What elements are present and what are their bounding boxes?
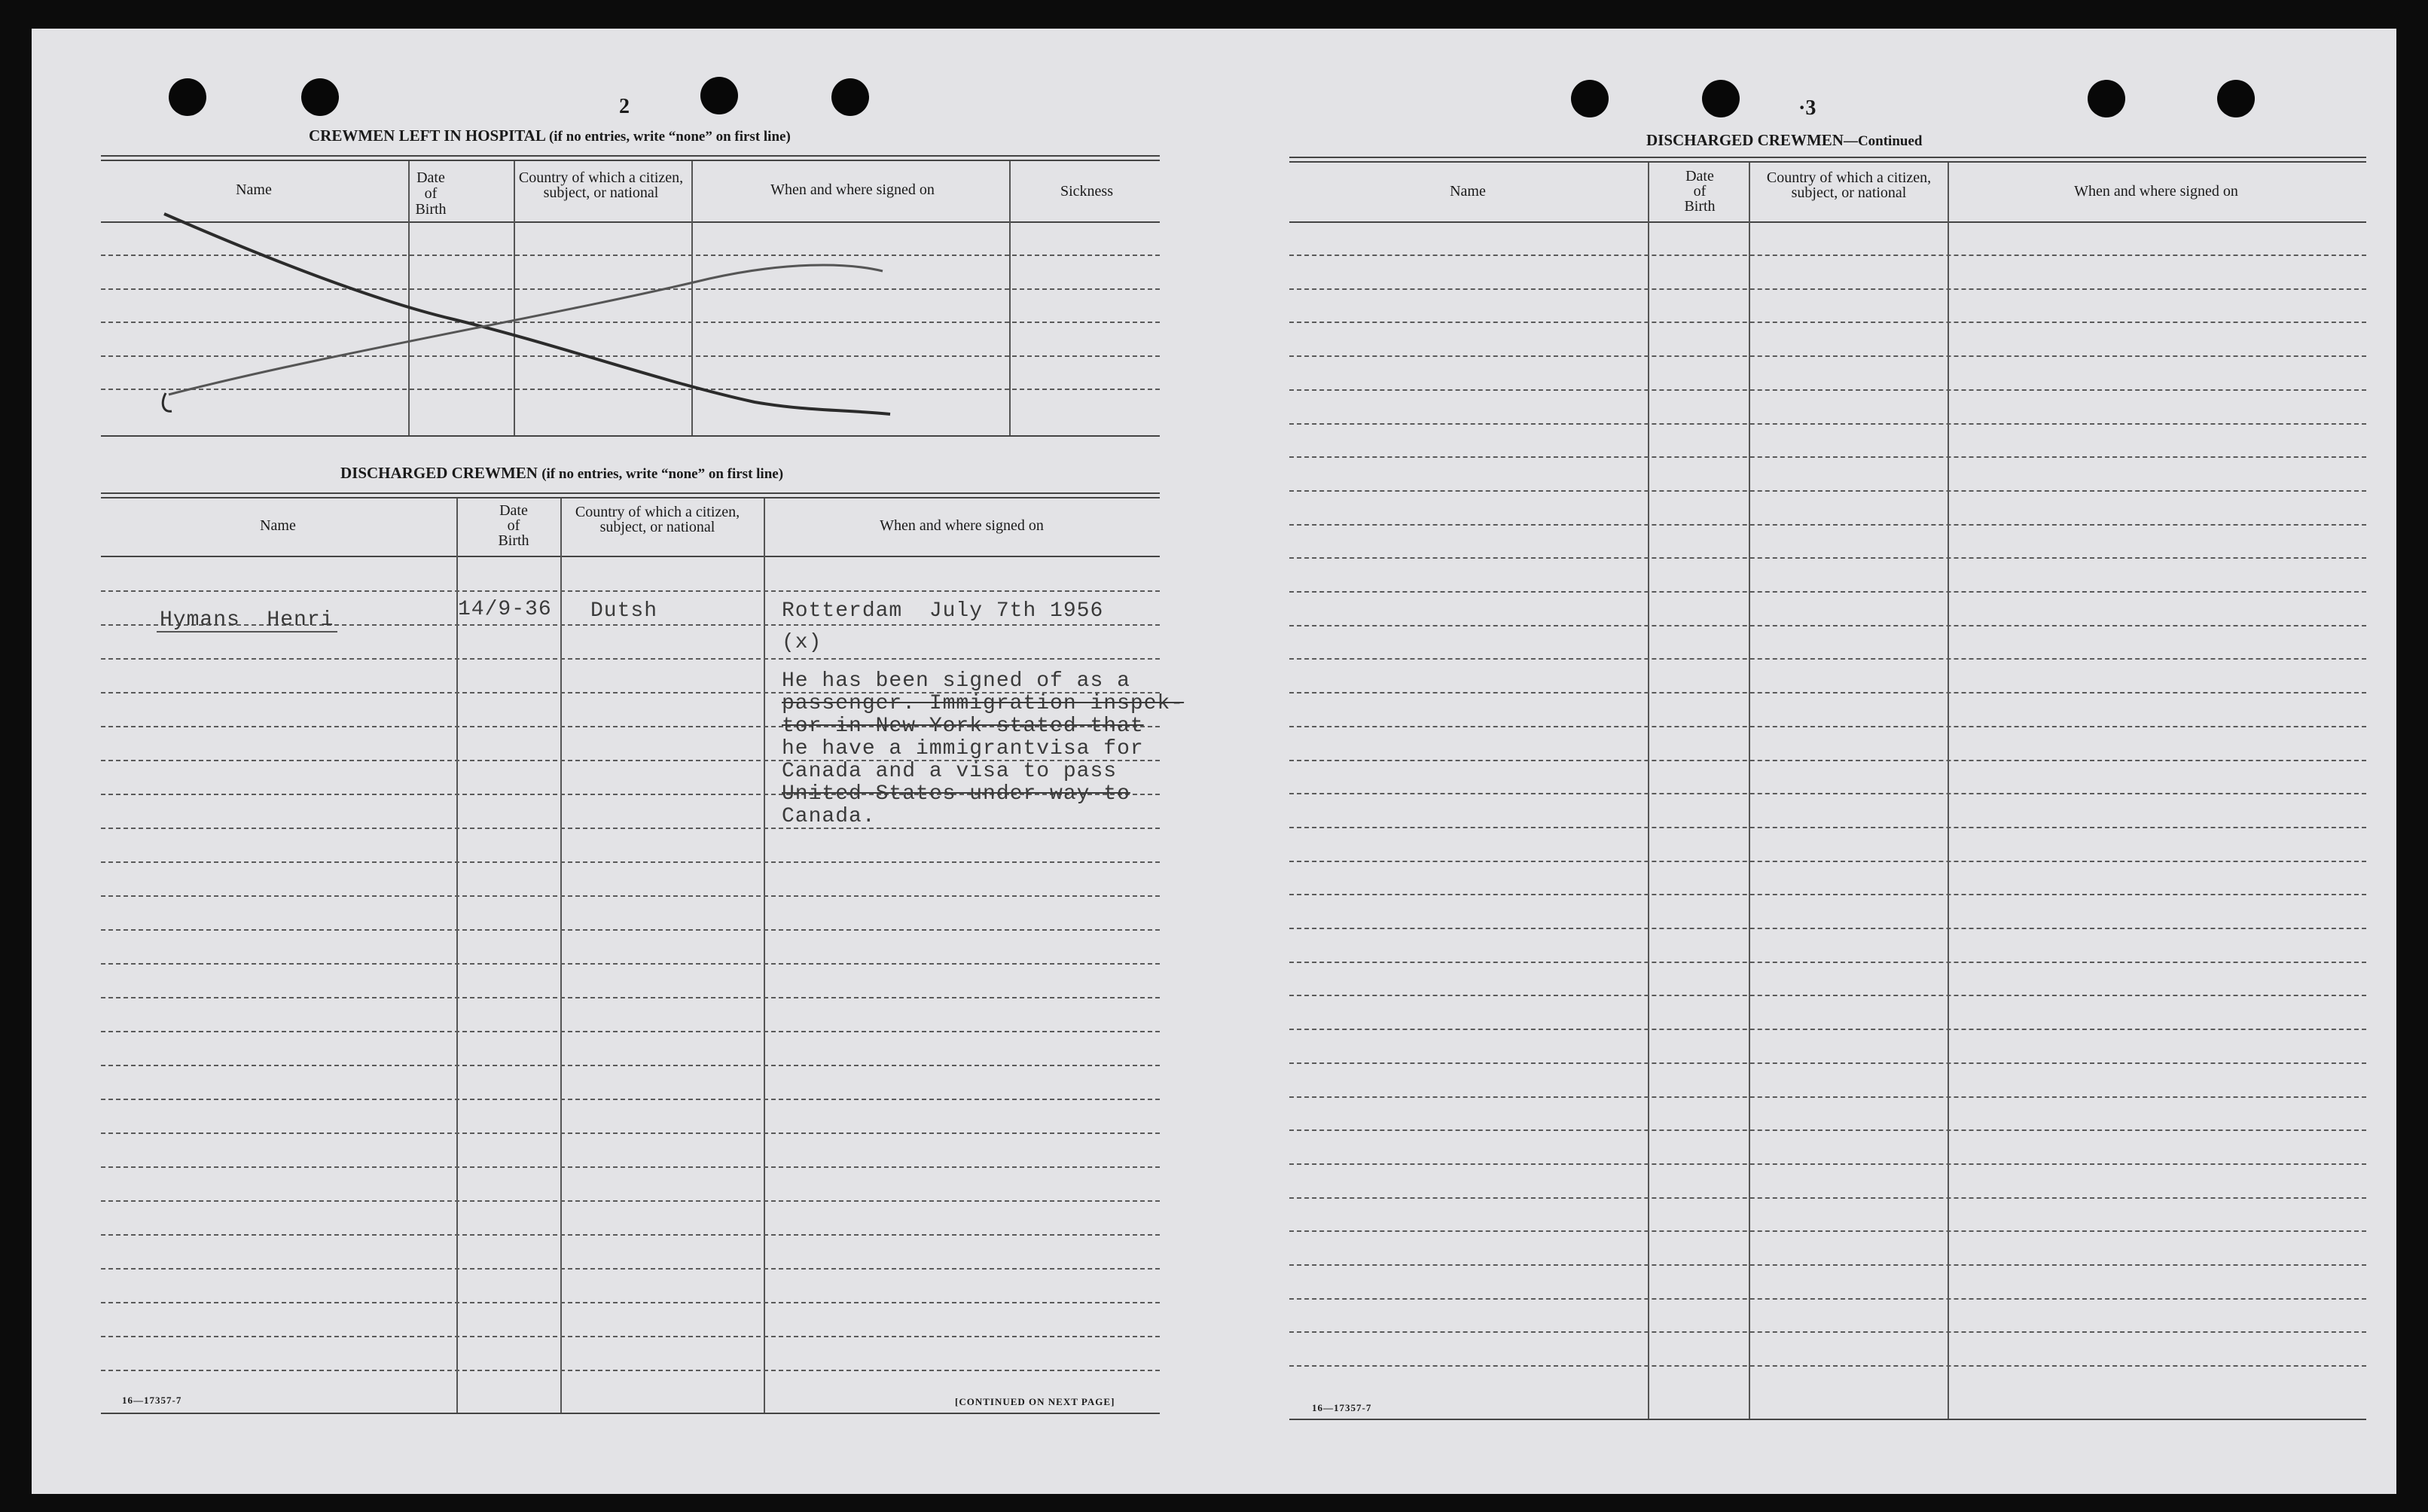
hospital-instruction: (if no entries, write “none” on first line) (548, 129, 791, 145)
hospital-col-name: Name (236, 181, 272, 198)
table-row-line (101, 590, 1160, 592)
table-row-line (1289, 423, 2366, 425)
right-col-country: Country of which a citizen, subject, or national (1766, 169, 1932, 201)
table-top-rule (1289, 157, 2366, 158)
table-row-line (1289, 827, 2366, 828)
crewman-date-of-birth: 14/9-36 (458, 598, 552, 621)
note-line: Canada and a visa to pass (782, 760, 1118, 783)
right-col-signed: When and where signed on (2074, 183, 2238, 200)
right-col-dob: Date of Birth (1684, 168, 1716, 215)
form-number-left: 16—17357-7 (122, 1395, 182, 1406)
table-row-line (1289, 793, 2366, 794)
table-row-line (1289, 389, 2366, 391)
page-number-left: 2 (619, 95, 630, 118)
table-row-line (1289, 1096, 2366, 1098)
table-top-rule (1289, 161, 2366, 163)
table-row-line (1289, 1029, 2366, 1030)
note-line: tor in New York stated that (782, 715, 1144, 738)
table-row-line (101, 1065, 1160, 1066)
table-row-line (1289, 1365, 2366, 1367)
hospital-col-country: Country of which a citizen, subject, or national (518, 169, 684, 201)
crewman-country: Dutsh (590, 599, 658, 623)
table-row-line (1289, 1197, 2366, 1199)
column-divider (560, 498, 562, 1413)
punch-hole (2088, 80, 2125, 117)
table-bottom-rule (1289, 1419, 2366, 1420)
right-col-name: Name (1450, 183, 1486, 200)
note-line: Canada. (782, 805, 876, 828)
table-row-line (1289, 557, 2366, 559)
cross-out-mark (32, 29, 1161, 480)
form-number-right: 16—17357-7 (1312, 1402, 1372, 1413)
name-underline (157, 631, 337, 633)
punch-hole (2217, 80, 2255, 117)
table-row-line (101, 1166, 1160, 1168)
discharged-col-name: Name (260, 517, 296, 534)
table-row-line (1289, 456, 2366, 458)
table-row-line (1289, 995, 2366, 996)
table-row-line (1289, 355, 2366, 357)
hospital-col-signed: When and where signed on (770, 181, 935, 198)
table-row-line (101, 1302, 1160, 1303)
table-row-line (1289, 861, 2366, 862)
table-row-line (1289, 1331, 2366, 1333)
crewman-signed-on: Rotterdam July 7th 1956 (782, 599, 1104, 623)
punch-hole (1571, 80, 1609, 117)
table-row-line (1289, 1230, 2366, 1232)
header-bottom-rule (101, 556, 1160, 557)
document-sheet (32, 29, 2396, 1494)
page-number-right: ·3 (1798, 96, 1816, 120)
table-row-line (101, 1234, 1160, 1236)
discharged-title-text: DISCHARGED CREWMEN (340, 464, 538, 482)
discharged-col-signed: When and where signed on (880, 517, 1044, 534)
discharged-instruction: (if no entries, write “none” on first line) (541, 466, 784, 482)
table-row-line (101, 1099, 1160, 1100)
right-title-text: DISCHARGED CREWMEN (1646, 131, 1844, 149)
table-row-line (101, 963, 1160, 965)
table-row-line (101, 997, 1160, 998)
discharged-section-title (340, 464, 783, 483)
table-row-line (101, 895, 1160, 897)
table-row-line (1289, 760, 2366, 761)
table-bottom-rule (101, 1413, 1160, 1414)
note-line: he have a immigrantvisa for (782, 737, 1144, 761)
punch-hole (1702, 80, 1740, 117)
right-section-title (1646, 131, 1922, 150)
column-divider (456, 498, 458, 1413)
table-row-line (101, 1268, 1160, 1270)
table-row-line (1289, 1298, 2366, 1300)
table-row-line (1289, 726, 2366, 727)
note-line: He has been signed of as a (782, 669, 1130, 693)
table-row-line (101, 1031, 1160, 1032)
table-row-line (101, 658, 1160, 660)
table-top-rule (101, 492, 1160, 494)
discharged-col-dob: Date of Birth (498, 502, 529, 549)
table-row-line (1289, 524, 2366, 526)
table-row-line (1289, 894, 2366, 895)
table-row-line (101, 1370, 1160, 1371)
hospital-title-text: CREWMEN LEFT IN HOSPITAL (309, 127, 545, 145)
table-row-line (101, 1132, 1160, 1134)
crewman-name: Hymans Henri (160, 608, 334, 632)
crewman-note (782, 670, 1184, 828)
table-row-line (101, 1336, 1160, 1337)
hospital-col-sickness: Sickness (1060, 183, 1113, 200)
table-row-line (1289, 625, 2366, 626)
right-title-suffix: —Continued (1843, 133, 1923, 149)
table-row-line (101, 1200, 1160, 1202)
table-row-line (1289, 322, 2366, 323)
table-row-line (1289, 928, 2366, 929)
table-row-line (1289, 658, 2366, 660)
table-row-line (1289, 255, 2366, 256)
continued-note: [CONTINUED ON NEXT PAGE] (955, 1396, 1115, 1407)
note-line: passenger. Immigration inspek- (782, 692, 1185, 715)
table-row-line (1289, 1163, 2366, 1165)
discharged-col-country: Country of which a citizen, subject, or national (575, 504, 740, 535)
table-row-line (101, 929, 1160, 931)
table-row-line (1289, 591, 2366, 593)
note-line: United States under way to (782, 782, 1130, 806)
header-bottom-rule (1289, 221, 2366, 223)
table-row-line (1289, 1062, 2366, 1064)
hospital-col-dob: Date of Birth (415, 169, 447, 218)
table-row-line (1289, 288, 2366, 290)
table-row-line (1289, 1264, 2366, 1266)
table-row-line (1289, 1129, 2366, 1131)
crewman-mark: (x) (782, 631, 822, 654)
table-row-line (1289, 692, 2366, 694)
table-top-rule (101, 497, 1160, 498)
table-row-line (101, 861, 1160, 863)
column-divider (764, 498, 765, 1413)
table-row-line (1289, 962, 2366, 963)
table-row-line (1289, 490, 2366, 492)
